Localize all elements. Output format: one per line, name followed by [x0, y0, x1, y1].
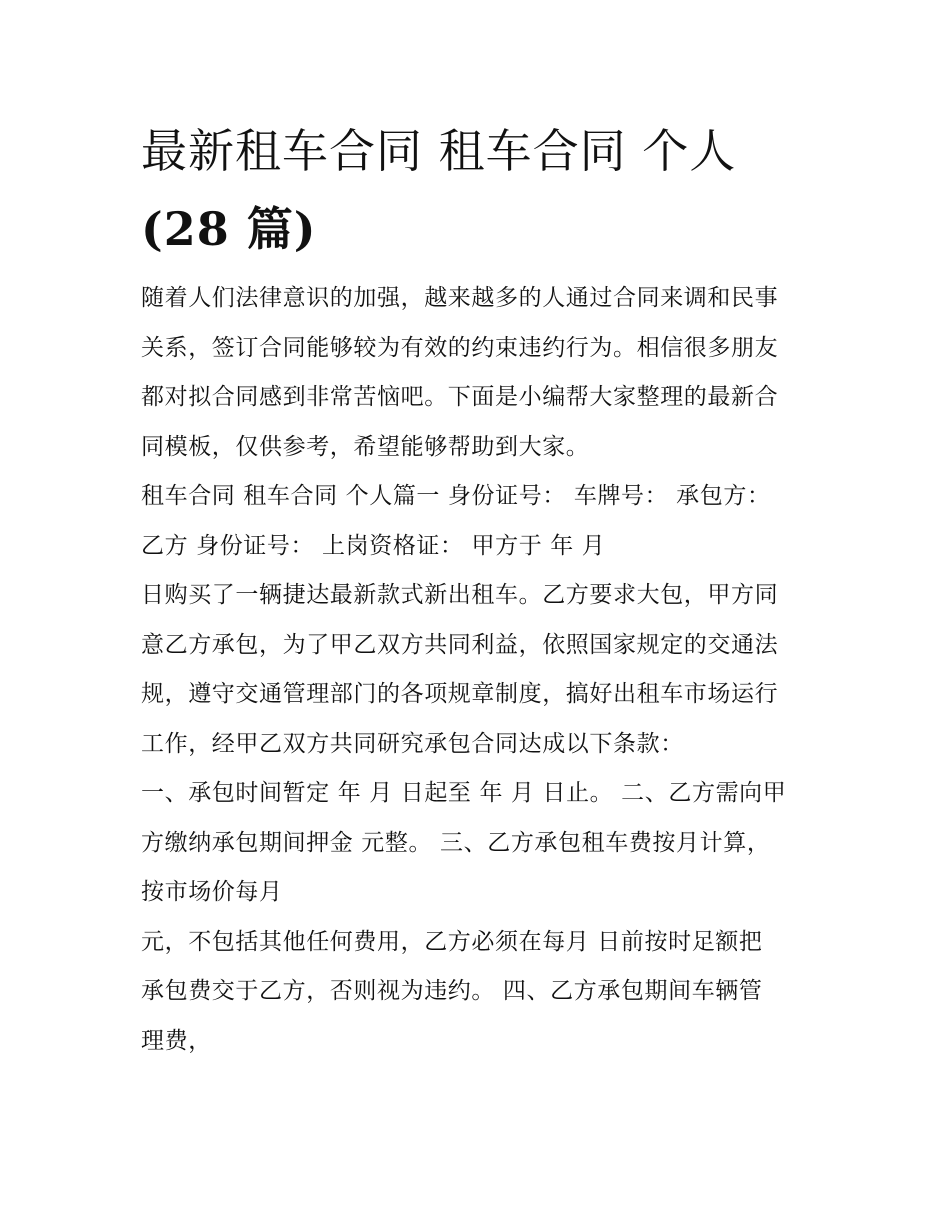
body-line: 一、承包时间暂定 年 月 日起至 年 月 日止。 二、乙方需向甲	[141, 780, 787, 806]
body-line: 方缴纳承包期间押金 元整。 三、乙方承包租车费按月计算，	[141, 829, 771, 856]
body-line: 工作，经甲乙双方共同研究承包合同达成以下条款：	[141, 730, 684, 757]
title-line-1: 最新租车合同 租车合同 个人	[141, 124, 737, 178]
body-line: 承包费交于乙方，否则视为违约。 四、乙方承包期间车辆管	[141, 978, 763, 1004]
body-line: 租车合同 租车合同 个人篇一 身份证号： 车牌号： 承包方：	[141, 483, 771, 509]
title-line-2: (28 篇)	[141, 202, 317, 256]
document-title	[141, 112, 821, 268]
body-line: 理费，	[141, 1027, 212, 1054]
body-line: 同模板，仅供参考，希望能够帮助到大家。	[141, 433, 590, 460]
document-page	[141, 112, 821, 1066]
body-line: 规，遵守交通管理部门的各项规章制度，搞好出租车市场运行	[141, 681, 779, 707]
body-line: 随着人们法律意识的加强，越来越多的人通过合同来调和民事	[141, 285, 779, 311]
document-body	[141, 274, 821, 1066]
body-line: 按市场价每月	[141, 879, 283, 905]
body-line: 日购买了一辆捷达最新款式新出租车。乙方要求大包，甲方同	[141, 582, 779, 608]
body-line: 意乙方承包，为了甲乙双方共同利益，依照国家规定的交通法	[141, 631, 779, 658]
body-line: 乙方 身份证号： 上岗资格证： 甲方于 年 月	[141, 532, 606, 559]
body-line: 元，不包括其他任何费用，乙方必须在每月 日前按时足额把	[141, 928, 763, 955]
body-line: 都对拟合同感到非常苦恼吧。下面是小编帮大家整理的最新合	[141, 384, 779, 410]
body-line: 关系，签订合同能够较为有效的约束违约行为。相信很多朋友	[141, 334, 779, 361]
